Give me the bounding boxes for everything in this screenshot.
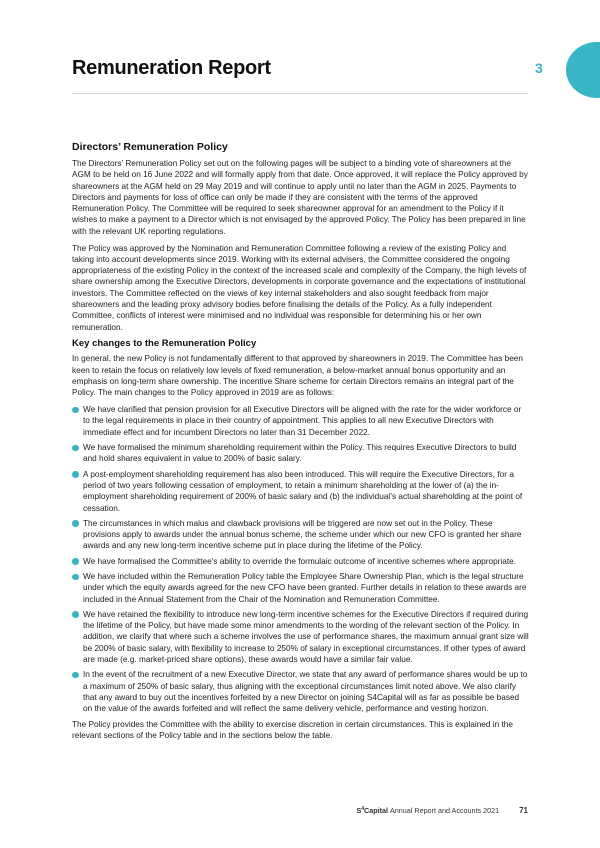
- bullet-dot-icon: [72, 574, 79, 581]
- bullet-dot-icon: [72, 445, 79, 452]
- page-title: Remuneration Report: [72, 57, 271, 79]
- list-item: [72, 442, 530, 465]
- bullet-dot-icon: [72, 520, 79, 527]
- bullet-dot-icon: [72, 407, 79, 414]
- list-item-text: We have retained the flexibility to introduce new long-term incentive schemes for the Executive Directors if required during the lifetime of the Policy, but have made some minor amendments to the wording of the relevant section of the Policy. In addition, we clarify that where such a scheme involves the use of performance shares, the maximum annual grant size will be 200% of basic salary, with flexibility to increase to 250% of salary in exceptional circumstances. If other types of award are made (e.g. market-priced share options), these awards would have a similar fair value.: [83, 609, 529, 665]
- main-content: [72, 141, 530, 747]
- list-item-text: The circumstances in which malus and clawback provisions will be triggered are now set out in the Policy. These provisions apply to awards under the annual bonus scheme, the scheme under which our new CFO is granted her share awards and any new long-term incentive scheme put in place during the lifetime of the Policy.: [83, 518, 522, 551]
- section-number: 3: [535, 60, 543, 76]
- page-number: 71: [519, 806, 528, 815]
- list-item: [72, 518, 530, 552]
- page-footer: [356, 806, 528, 815]
- paragraph: The Policy was approved by the Nomination and Remuneration Committee following a review of the existing Policy and taking into account developments since 2019. Working with its external advisers, the Committee considered the ongoing appropriateness of the existing Policy in the context of the increased scale and complexity of the Company, the high levels of share ownership among the Executive Directors, developments in corporate governance and the expectations of institutional investors. The Committee reflected on the views of key internal stakeholders and also sought feedback from major shareowners and the leading proxy advisory bodies before finalising the details of the Policy. As a fully independent Committee, conflicts of interest were minimised and no individual was responsible for determining his or her own remuneration.: [72, 243, 527, 332]
- bullet-dot-icon: [72, 471, 79, 478]
- brand-logo: $S^4Capital$: [356, 806, 388, 815]
- list-item: [72, 404, 530, 438]
- paragraph: In general, the new Policy is not fundamentally different to that approved by shareowners in 2019. The Committee has been keen to retain the focus on relatively low levels of fixed remuneration, a below-market annual bonus opportunity and an emphasis on long-term share ownership. The incentive Share scheme for certain Directors remains an integral part of the Policy. The main changes to the Policy approved in 2019 are as follows:: [72, 354, 523, 398]
- bullet-dot-icon: [72, 672, 79, 679]
- paragraph: The Directors’ Remuneration Policy set out on the following pages will be subject to a binding vote of shareowners at the AGM to be held on 16 June 2022 and will formally apply from that date. Once approved, it will replace the Policy approved by shareowners at the AGM held on 29 May 2019 and will continue to apply until no later than the AGM in 2025. Payments to Directors and payments for loss of office can only be made if they are consistent with the terms of the approved Remuneration Policy. The Committee will be required to seek shareowner approval for an amendment to the Policy if it wishes to make a payment to a Director which is not envisaged by the approved Policy. The Policy has been prepared in line with the relevant UK reporting regulations.: [72, 159, 528, 236]
- list-item-text: We have included within the Remuneration Policy table the Employee Share Ownership Plan, which is the legal structure under which the equity awards agreed for the new CFO have been granted. Further details in relation to these awards are included in the Annual Statement from the Chair of the Nomination and Remuneration Committee.: [83, 572, 527, 604]
- bullet-dot-icon: [72, 558, 79, 565]
- section-heading: Directors’ Remuneration Policy: [72, 141, 228, 153]
- publication-title: Annual Report and Accounts 2021: [390, 806, 500, 815]
- list-item: [72, 556, 530, 567]
- list-item-text: We have clarified that pension provision for all Executive Directors will be aligned with the rate for the wider workforce or to the legal requirements in place in their country of appointment. This applies to all new Executive Directors with immediate effect and for incumbent Directors no later than 31 December 2022.: [83, 405, 522, 437]
- list-item-text: We have formalised the Committee’s ability to override the formulaic outcome of incentive schemes where appropriate.: [83, 556, 517, 566]
- subsection-heading: Key changes to the Remuneration Policy: [72, 338, 257, 350]
- paragraph: The Policy provides the Committee with the ability to exercise discretion in certain circumstances. This is explained in the relevant sections of the Policy table and in the sections below the table.: [72, 719, 513, 740]
- list-item: [72, 469, 530, 514]
- list-item: [72, 609, 530, 665]
- header-divider: [72, 93, 528, 94]
- list-item-text: We have formalised the minimum shareholding requirement within the Policy. This requires Executive Directors to build and hold shares equivalent in value to 200% of basic salary.: [83, 443, 517, 464]
- section-tab-circle: [566, 42, 600, 98]
- list-item: [72, 571, 530, 605]
- bullet-list: [72, 404, 530, 714]
- bullet-dot-icon: [72, 611, 79, 618]
- list-item: [72, 669, 530, 714]
- list-item-text: In the event of the recruitment of a new Executive Director, we state that any award of performance shares would be up to a maximum of 250% of basic salary, thus aligning with the exceptional circumstances limit noted above. We also clarify that any award to buy out the incentives forfeited by a new Director on joining S4Capital will as far as possible be based on the value of the awards forfeited and will reflect the same delivery vehicle, performance and vesting horizon.: [83, 670, 528, 714]
- list-item-text: A post-employment shareholding requirement has also been introduced. This will require the Executive Directors, for a period of two years following cessation of employment, to retain a minimum shareholding at the lower of (a) the in-employment shareholding requirement of 200% of basic salary and (b) the individual’s actual shareholding at the point of cessation.: [83, 469, 523, 513]
